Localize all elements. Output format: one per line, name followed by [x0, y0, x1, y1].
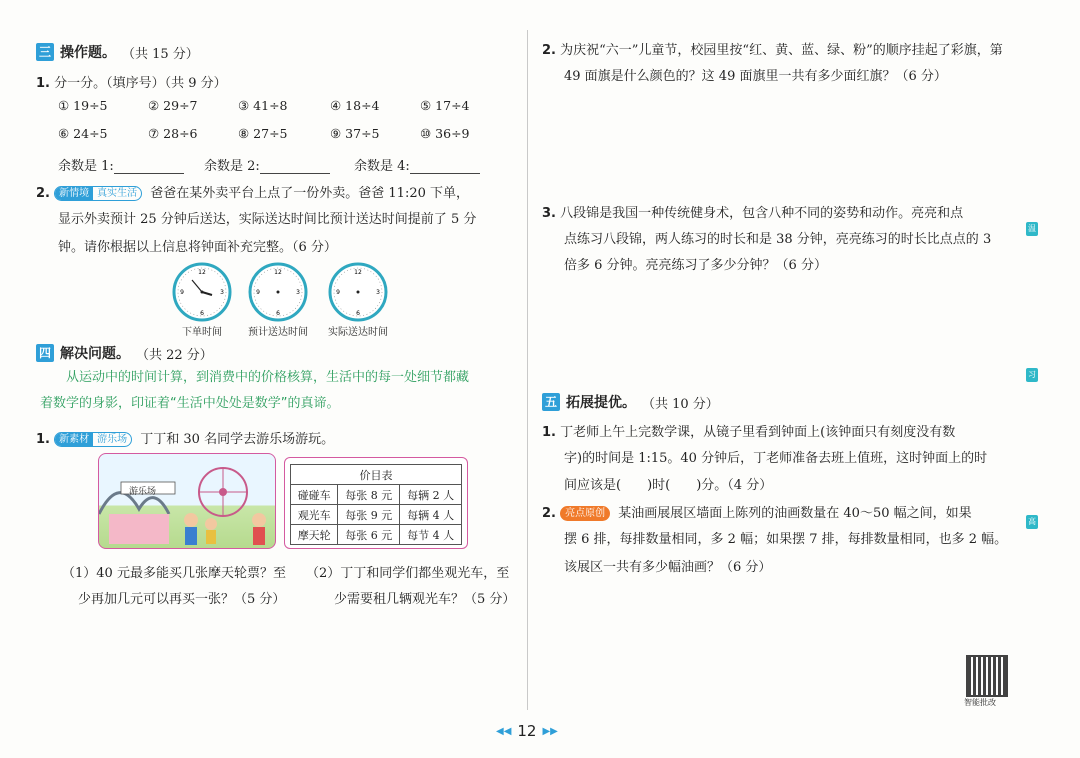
- table-cell: 每节 4 人: [400, 525, 462, 545]
- remainder-1-row: [58, 155, 184, 174]
- s3-q1-item: ① 19÷5: [58, 98, 108, 113]
- remainder-2-label: 余数是 2:: [204, 159, 260, 174]
- table-cell: 观光车: [291, 505, 338, 525]
- svg-text:9: 9: [336, 289, 340, 296]
- s3-q1-item: ⑥ 24÷5: [58, 126, 108, 141]
- park-scene-drawing: [99, 454, 276, 549]
- svg-text:6: 6: [276, 310, 280, 317]
- s3-q1-item: ⑦ 28÷6: [148, 126, 198, 141]
- s5-q1-line1-row: [542, 421, 955, 440]
- table-cell: 每辆 4 人: [400, 505, 462, 525]
- s3-q1-item: ⑩ 36÷9: [420, 126, 470, 141]
- s5-q2-line1-row: [542, 502, 972, 521]
- s4-q2-number: 2.: [542, 43, 556, 58]
- s3-q2-text-1: 爸爸在某外卖平台上点了一份外卖。爸爸 11:20 下单，: [150, 186, 469, 201]
- svg-text:3: 3: [296, 289, 300, 296]
- park-sign-label: 游乐场: [129, 487, 157, 497]
- table-row: [291, 505, 462, 525]
- s5-q2-text-1: 某油画展展区墙面上陈列的油画数量在 40～50 幅之间，如果: [618, 506, 972, 521]
- s4-q1-number: 1.: [36, 432, 50, 447]
- section3-heading: [36, 42, 199, 62]
- page-number-footer: [496, 722, 558, 740]
- s4-q2-text-1: 为庆祝“六一”儿童节，校园里按“红、黄、蓝、绿、粉”的顺序挂起了彩旗，第: [560, 43, 1003, 58]
- s5-q2-number: 2.: [542, 506, 556, 521]
- tag-primary: 新素材: [55, 432, 93, 447]
- amusement-park-illustration: [98, 453, 276, 549]
- remainder-4-answer-blank[interactable]: [410, 162, 480, 174]
- side-tab-3: 高: [1026, 515, 1038, 529]
- side-tab-1: 温: [1026, 222, 1038, 236]
- s3-q1-number: 1.: [36, 76, 50, 91]
- s3-q2-line1: [36, 182, 469, 201]
- s3-q1-text-row: [36, 72, 227, 91]
- svg-text:3: 3: [220, 289, 224, 296]
- section4-intro-2: 着数学的身影，印证着“生活中处处是数学”的真谛。: [40, 396, 340, 411]
- s4-q1-sub2-line2: 少需要租几辆观光车？（5 分）: [334, 592, 516, 607]
- svg-text:6: 6: [356, 310, 360, 317]
- table-row: [291, 485, 462, 505]
- price-table: [290, 464, 462, 545]
- s3-q1-item: ⑤ 17÷4: [420, 98, 470, 113]
- svg-text:12: 12: [354, 269, 362, 276]
- table-cell: 每张 6 元: [338, 525, 400, 545]
- s4-q3-text-3: 倍多 6 分钟。亮亮练习了多少分钟？（6 分）: [564, 258, 827, 273]
- s5-q1-text-3: 间应该是( )时( )分。（4 分）: [564, 478, 773, 493]
- page-number: 12: [517, 722, 537, 740]
- s4-q1-sub1-line2: 少再加几元可以再买一张？（5 分）: [78, 592, 286, 607]
- original-highlight-tag: 亮点原创: [560, 506, 610, 521]
- svg-text:12: 12: [274, 269, 282, 276]
- remainder-4-row: [354, 155, 480, 174]
- tag-secondary: 游乐场: [97, 434, 128, 445]
- remainder-1-answer-blank[interactable]: [114, 162, 184, 174]
- s3-q2-number: 2.: [36, 186, 50, 201]
- s4-q3-line1-row: [542, 202, 963, 221]
- side-tab-2: 习: [1026, 368, 1038, 382]
- s4-q1-text: 丁丁和 30 名同学去游乐场游玩。: [140, 432, 335, 447]
- new-context-tag: [54, 186, 142, 201]
- s3-q1-item: ⑨ 37÷5: [330, 126, 380, 141]
- s4-q1-sub2-line1: （2）丁丁和同学们都坐观光车，至: [306, 566, 510, 581]
- remainder-2-answer-blank[interactable]: [260, 162, 330, 174]
- s4-q3-number: 3.: [542, 206, 556, 221]
- section5-badge: 五: [542, 393, 560, 411]
- section4-title: 解决问题。: [60, 346, 130, 362]
- s5-q2-text-3: 该展区一共有多少幅油画？（6 分）: [564, 560, 772, 575]
- remainder-2-row: [204, 155, 330, 174]
- s3-q1-item: ⑧ 27÷5: [238, 126, 288, 141]
- section4-intro-1: 从运动中的时间计算，到消费中的价格核算，生活中的每一处细节都藏: [66, 370, 470, 385]
- table-cell: 每辆 2 人: [400, 485, 462, 505]
- qr-code-label: 智能批改: [964, 698, 996, 707]
- section5-title: 拓展提优。: [566, 395, 636, 411]
- table-cell: 摩天轮: [291, 525, 338, 545]
- s3-q2-text-3: 钟。请你根据以上信息将钟面补充完整。（6 分）: [58, 240, 337, 255]
- section5-heading: [542, 392, 719, 412]
- qr-code-icon[interactable]: [966, 655, 1008, 697]
- next-arrow-icon: ▶▶: [542, 725, 558, 737]
- clock-label-expected: 预计送达时间: [248, 327, 308, 338]
- s5-q1-number: 1.: [542, 425, 556, 440]
- s4-q1-sub1-line1: （1）40 元最多能买几张摩天轮票？至: [62, 566, 286, 581]
- section4-heading: [36, 343, 213, 363]
- s3-q1-item: ③ 41÷8: [238, 98, 288, 113]
- new-material-tag: [54, 432, 132, 447]
- s3-q2-text-2: 显示外卖预计 25 分钟后送达，实际送达时间比预计送达时间提前了 5 分: [58, 212, 477, 227]
- s4-q3-text-2: 点练习八段锦，两人练习的时长和是 38 分钟，亮亮练习的时长比点点的 3: [564, 232, 992, 247]
- s5-q2-text-2: 摆 6 排，每排数量相同，多 2 幅；如果摆 7 排，每排数量相同，也多 2 幅。: [564, 532, 1008, 547]
- section4-badge: 四: [36, 344, 54, 362]
- svg-text:12: 12: [198, 269, 206, 276]
- table-cell: 碰碰车: [291, 485, 338, 505]
- s5-q1-text-2: 字)的时间是 1:15。40 分钟后，丁老师准备去班上值班，这时钟面上的时: [564, 451, 988, 466]
- s5-q1-text-1: 丁老师上午上完数学课，从镜子里看到钟面上(该钟面只有刻度没有数: [560, 425, 956, 440]
- remainder-1-label: 余数是 1:: [58, 159, 114, 174]
- tag-secondary: 真实生活: [97, 188, 138, 199]
- clock-expected-arrival[interactable]: [248, 262, 308, 322]
- clock-label-actual: 实际送达时间: [328, 327, 388, 338]
- s4-q2-text-2: 49 面旗是什么颜色的？这 49 面旗里一共有多少面红旗？（6 分）: [564, 69, 947, 84]
- table-cell: 每张 9 元: [338, 505, 400, 525]
- svg-text:6: 6: [200, 310, 204, 317]
- price-list-panel: [284, 457, 468, 549]
- page-divider: [527, 30, 528, 710]
- s3-q1-text: 分一分。（填序号）（共 9 分）: [54, 76, 227, 91]
- prev-arrow-icon: ◀◀: [496, 725, 512, 737]
- svg-text:3: 3: [376, 289, 380, 296]
- table-row: [291, 525, 462, 545]
- s3-q1-item: ④ 18÷4: [330, 98, 380, 113]
- svg-text:9: 9: [256, 289, 260, 296]
- clock-actual-arrival[interactable]: [328, 262, 388, 322]
- remainder-4-label: 余数是 4:: [354, 159, 410, 174]
- section3-title: 操作题。: [60, 45, 116, 61]
- price-table-title: 价目表: [291, 465, 462, 485]
- s3-q1-item: ② 29÷7: [148, 98, 198, 113]
- section5-points: （共 10 分）: [642, 396, 719, 412]
- clock-label-order: 下单时间: [182, 327, 222, 338]
- table-cell: 每张 8 元: [338, 485, 400, 505]
- section4-points: （共 22 分）: [136, 347, 213, 363]
- tag-primary: 新情境: [55, 186, 93, 201]
- svg-text:9: 9: [180, 289, 184, 296]
- section3-badge: 三: [36, 43, 54, 61]
- s4-q3-text-1: 八段锦是我国一种传统健身术，包含八种不同的姿势和动作。亮亮和点: [560, 206, 964, 221]
- s4-q2-line1-row: [542, 39, 1003, 58]
- clock-order-time[interactable]: [172, 262, 232, 322]
- s4-q1-row: [36, 428, 334, 447]
- section3-points: （共 15 分）: [122, 46, 199, 62]
